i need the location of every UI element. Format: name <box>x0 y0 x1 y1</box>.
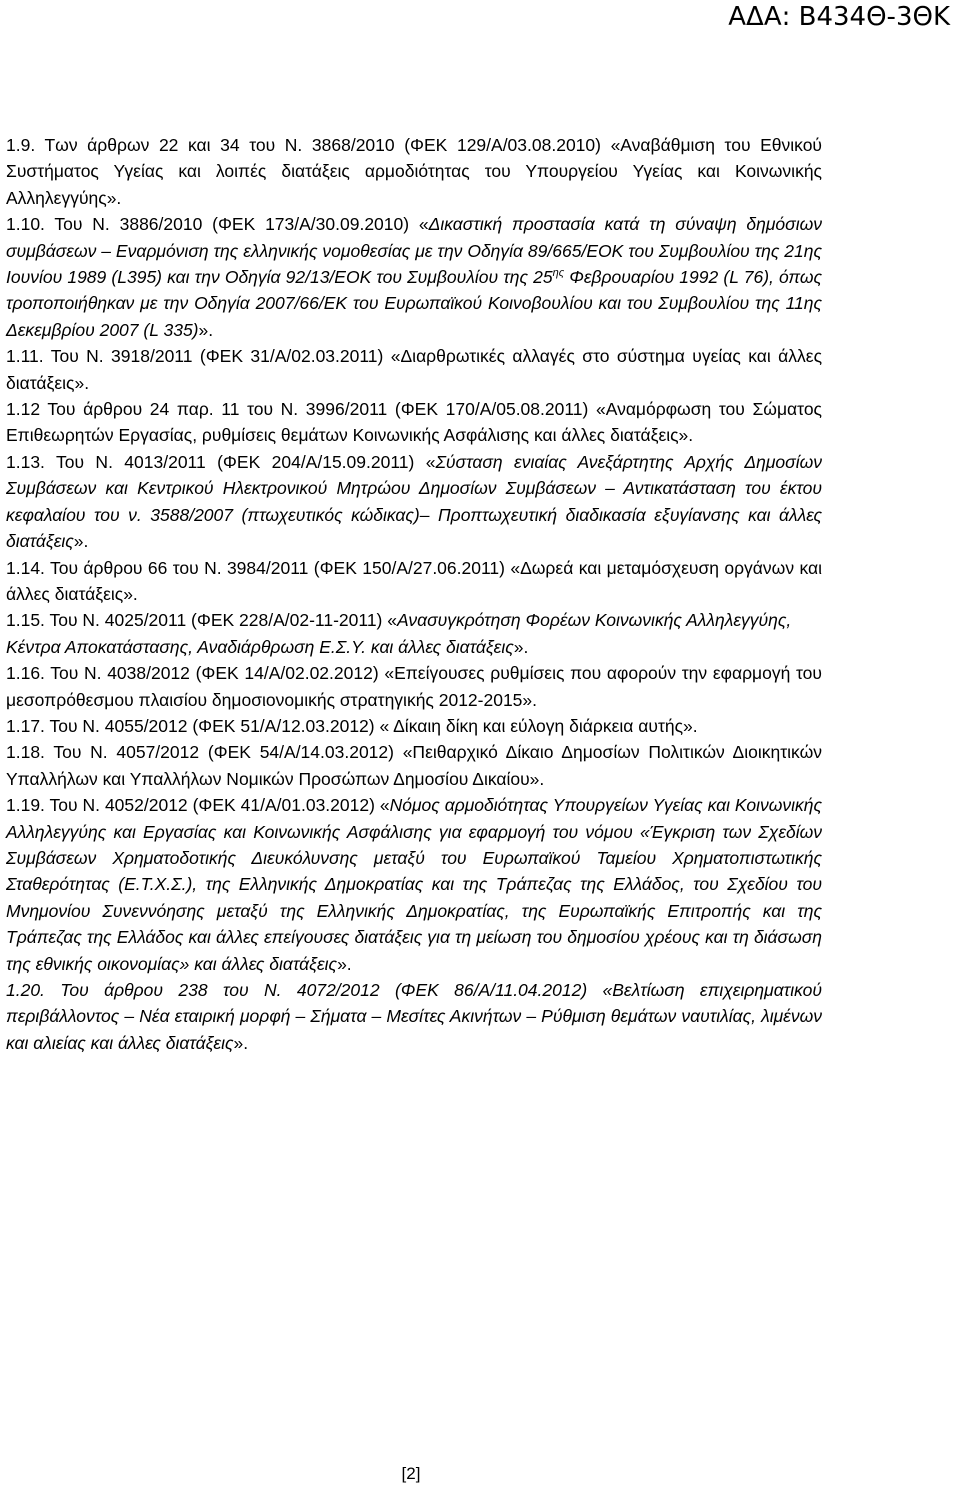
item-1-20: 1.20. Του άρθρου 238 του Ν. 4072/2012 (ΦΕΚ 86/Α/11.04.2012) «Βελτίωση επιχειρηματικού περιβάλλοντος ‒ Νέα εταιρική μορφή ‒ Σήματα ‒ Μεσίτες Ακινήτων ‒ Ρύθμιση θεμάτων ναυτιλίας, λιμένων και αλιείας και άλλες διατάξεις». <box>6 980 822 1053</box>
document-body <box>6 132 822 1056</box>
item-1-19: 1.19. Του Ν. 4052/2012 (ΦΕΚ 41/Α/01.03.2012) «Νόμος αρμοδιότητας Υπουργείων Υγείας και Κοινωνικής Αλληλεγγύης και Εργασίας και Κοινωνικής Ασφάλισης για εφαρμογή του νόμου «Έγκριση των Σχεδίων Συμβάσεων Χρηματοδοτικής Διευκόλυνσης μεταξύ του Ευρωπαϊκού Ταμείου Χρηματοπιστωτικής Σταθερότητας (Ε.Τ.Χ.Σ.), της Ελληνικής Δημοκρατίας και της Τράπεζας της Ελλάδος, του Σχεδίου του Μνημονίου Συνεννόησης μεταξύ της Ελληνικής Δημοκρατίας, της Ευρωπαϊκής Επιτροπής και της Τράπεζας της Ελλάδος και άλλες επείγουσες διατάξεις για τη μείωση του δημοσίου χρέους και τη διάσωση της εθνικής οικονομίας» και άλλες διατάξεις». <box>6 795 822 974</box>
item-1-11: 1.11. Του Ν. 3918/2011 (ΦΕΚ 31/Α/02.03.2011) «Διαρθρωτικές αλλαγές στο σύστημα υγείας και άλλες διατάξεις». <box>6 346 822 393</box>
item-1-16: 1.16. Του Ν. 4038/2012 (ΦΕΚ 14/Α/02.02.2012) «Επείγουσες ρυθμίσεις που αφορούν την εφαρμογή του μεσοπρόθεσμου πλαισίου δημοσιονομικής στρατηγικής 2012-2015». <box>6 663 822 710</box>
item-1-17: 1.17. Του Ν. 4055/2012 (ΦΕΚ 51/Α/12.03.2012) « Δίκαιη δίκη και εύλογη διάρκεια αυτής». <box>6 715 698 736</box>
ada-code: ΑΔΑ: Β434Θ-3ΘΚ <box>728 2 950 32</box>
item-1-14: 1.14. Του άρθρου 66 του Ν. 3984/2011 (ΦΕΚ 150/Α/27.06.2011) «Δωρεά και μεταμόσχευση οργάνων και άλλες διατάξεις». <box>6 557 822 604</box>
page-number: [2] <box>401 1464 421 1483</box>
item-1-9: 1.9. Των άρθρων 22 και 34 του Ν. 3868/2010 (ΦΕΚ 129/Α/03.08.2010) «Αναβάθμιση του Εθνικού Συστήματος Υγείας και λοιπές διατάξεις αρμοδιότητας του Υπουργείου Υγείας και Κοινωνικής Αλληλεγγύης». <box>6 135 822 208</box>
item-1-12: 1.12 Του άρθρου 24 παρ. 11 του Ν. 3996/2011 (ΦΕΚ 170/Α/05.08.2011) «Αναμόρφωση του Σώματος Επιθεωρητών Εργασίας, ρυθμίσεις θεμάτων Κοινωνικής Ασφάλισης και άλλες διατάξεις». <box>6 399 822 446</box>
item-1-13: 1.13. Του Ν. 4013/2011 (ΦΕΚ 204/Α/15.09.2011) «Σύσταση ενιαίας Ανεξάρτητης Αρχής Δημοσίων Συμβάσεων και Κεντρικού Ηλεκτρονικού Μητρώου Δημοσίων Συμβάσεων ‒ Αντικατάσταση του έκτου κεφαλαίου του ν. 3588/2007 (πτωχευτικός κώδικας)‒ Προπτωχευτική διαδικασία εξυγίανσης και άλλες διατάξεις». <box>6 451 822 552</box>
item-1-10: 1.10. Του Ν. 3886/2010 (ΦΕΚ 173/Α/30.09.2010) «Δικαστική προστασία κατά τη σύναψη δημόσιων συμβάσεων ‒ Εναρμόνιση της ελληνικής νομοθεσίας με την Οδηγία 89/665/ΕΟΚ του Συμβουλίου της 21ης Ιουνίου 1989 (L395) και την Οδηγία 92/13/ΕΟΚ του Συμβουλίου της $25^{\eta\varsigma}$ Φεβρουαρίου 1992 (L 76), όπως τροποποιήθηκαν με την Οδηγία 2007/66/ΕΚ του Ευρωπαϊκού Κοινοβουλίου και του Συμβουλίου της 11ης Δεκεμβρίου 2007 (L 335)». <box>6 214 822 340</box>
item-1-15: 1.15. Του Ν. 4025/2011 (ΦΕΚ 228/Α/02-11-2011) «Ανασυγκρότηση Φορέων Κοινωνικής Αλληλεγγύης, Κέντρα Αποκατάστασης, Αναδιάρθρωση Ε.Σ.Υ. και άλλες διατάξεις». <box>6 610 792 657</box>
item-1-18: 1.18. Του Ν. 4057/2012 (ΦΕΚ 54/Α/14.03.2012) «Πειθαρχικό Δίκαιο Δημοσίων Πολιτικών Διοικητικών Υπαλλήλων και Υπαλλήλων Νομικών Προσώπων Δημοσίου Δικαίου». <box>6 742 822 789</box>
